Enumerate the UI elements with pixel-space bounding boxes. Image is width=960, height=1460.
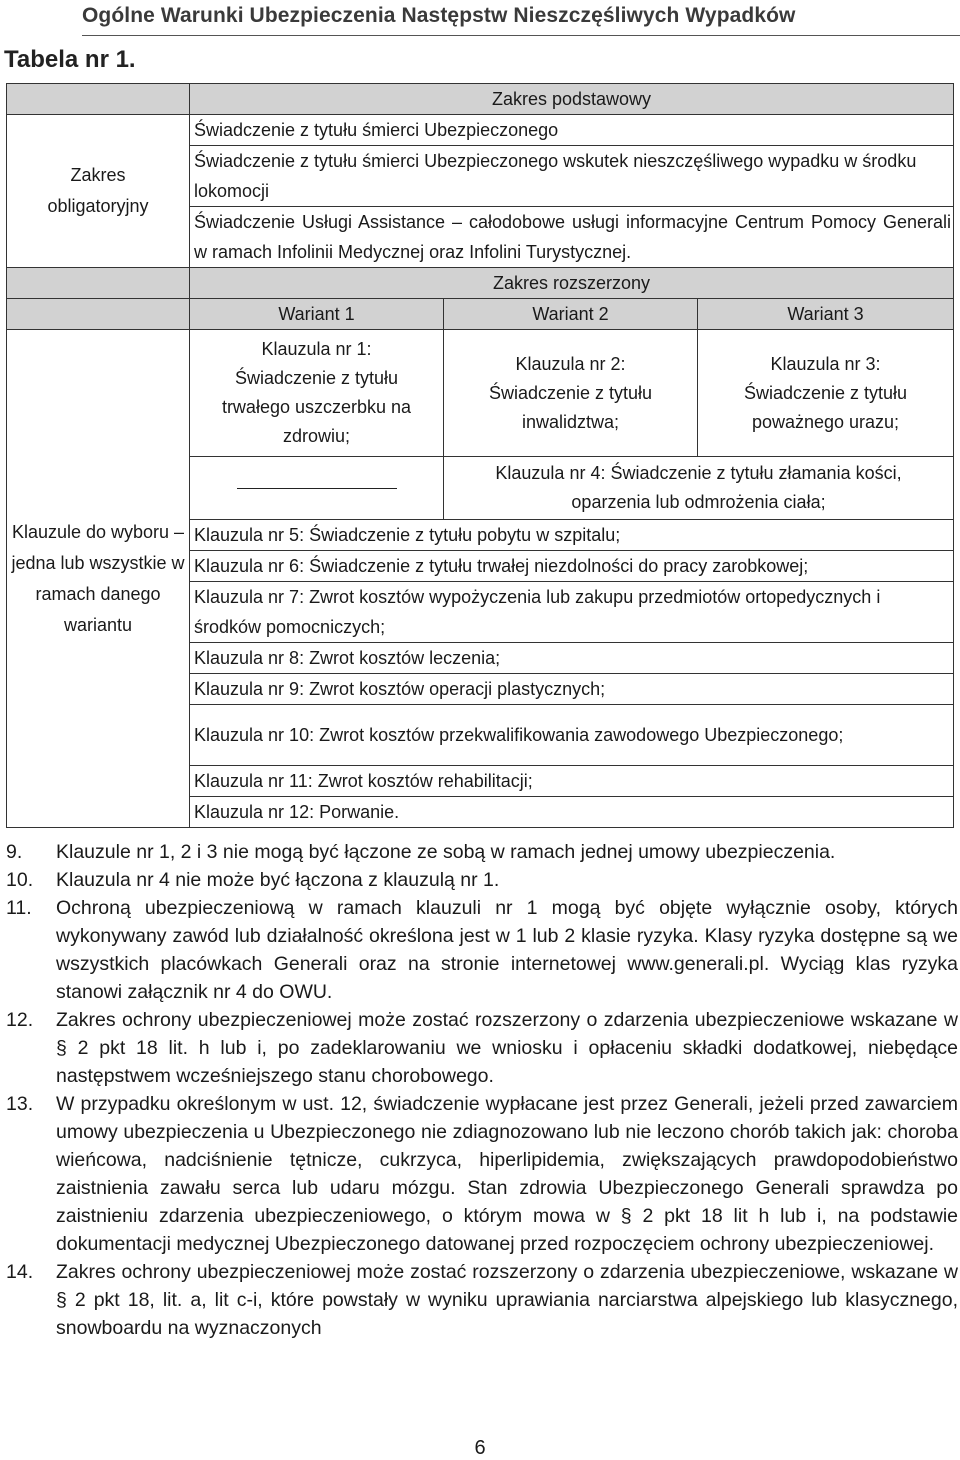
note-item: [6, 866, 958, 894]
clause-row: Klauzula nr 9: Zwrot kosztów operacji plastycznych;: [190, 674, 954, 705]
scope-filler-cell: [7, 299, 190, 330]
clause-4-row: Klauzula nr 4: Świadczenie z tytułu złamania kości, oparzenia lub odmrożenia ciała;: [444, 457, 954, 520]
obligatory-scope-label: Zakres obligatoryjny: [7, 115, 190, 268]
page-number: 6: [474, 1437, 486, 1459]
numbered-notes: [6, 838, 958, 1342]
note-item: [6, 1090, 958, 1258]
table-title: Tabela nr 1.: [4, 46, 136, 73]
note-item: [6, 838, 958, 866]
note-item: [6, 1258, 958, 1342]
clause-row: Klauzula nr 8: Zwrot kosztów leczenia;: [190, 643, 954, 674]
note-text: Zakres ochrony ubezpieczeniowej może zostać rozszerzony o zdarzenia ubezpieczeniowe wskazane w § 2 pkt 18 lit. h lub i, po zadeklarowaniu we wniosku i opłaceniu składki dodatkowej, niebędące następstwem wcześniejszego stanu chorobowego.: [56, 1009, 958, 1087]
note-number: 12.: [6, 1009, 34, 1031]
note-text: W przypadku określonym w ust. 12, świadczenie wypłacane jest przez Generali, jeżeli przed zawarciem umowy ubezpieczenia u Ubezpieczonego nie zdiagnozowano lub nie leczono chorób takich jak: choroba wieńcowa, nadciśnienie tętnicze, cukrzyca, hiperlipidemia, zwiększających prawdopodobieństwo zaistnienia zawału serca lub udaru mózgu. Stan zdrowia Ubezpieczonego Generali sprawdza po zaistnieniu zdarzenia ubezpieczeniowego, o którym mowa w § 2 pkt 18 lit h lub i, na podstawie dokumentacji medycznej Ubezpieczonego datowanej przed rozpoczęciem ochrony ubezpieczeniowej.: [56, 1093, 958, 1255]
variant-header: Wariant 1: [190, 299, 444, 330]
basic-coverage-row: Świadczenie z tytułu śmierci Ubezpieczonego: [190, 115, 954, 146]
note-text: Zakres ochrony ubezpieczeniowej może zostać rozszerzony o zdarzenia ubezpieczeniowe, wskazane w § 2 pkt 18, lit. a, lit c-i, które powstały w wyniku uprawiania narciarstwa alpejskiego lub klasycznego, snowboardu na wyznaczonych: [56, 1261, 958, 1339]
basic-coverage-row: Świadczenie Usługi Assistance – całodobowe usługi informacyjne Centrum Pomocy Generali w ramach Infolinii Medycznej oraz Infolini Turystycznej.: [190, 207, 954, 268]
coverage-table: [6, 83, 954, 828]
corner-cell: [7, 84, 190, 115]
header-divider: [82, 35, 960, 36]
note-number: 13.: [6, 1093, 34, 1115]
basic-scope-header: Zakres podstawowy: [190, 84, 954, 115]
variant-clause: Klauzula nr 1: Świadczenie z tytułu trwałego uszczerbku na zdrowiu;: [190, 330, 444, 457]
not-applicable-cell: [190, 457, 444, 520]
variant-clause: Klauzula nr 2: Świadczenie z tytułu inwalidztwa;: [444, 330, 698, 457]
variant-header: Wariant 3: [698, 299, 954, 330]
scope-filler-cell: [7, 268, 190, 299]
note-text: Ochroną ubezpieczeniową w ramach klauzuli nr 1 mogą być objęte wyłącznie osoby, których wykonywany zawód lub działalność określona jest w 1 lub 2 klasie ryzyka. Klasy ryzyka dostępne są we wszystkich placówkach Generali oraz na stronie internetowej www.generali.pl. Wyciąg klas ryzyka stanowi załącznik nr 4 do OWU.: [56, 897, 958, 1003]
note-text: Klauzule nr 1, 2 i 3 nie mogą być łączone ze sobą w ramach jednej umowy ubezpieczenia.: [56, 841, 836, 863]
clause-row: Klauzula nr 5: Świadczenie z tytułu pobytu w szpitalu;: [190, 520, 954, 551]
variant-header: Wariant 2: [444, 299, 698, 330]
note-number: 14.: [6, 1261, 34, 1283]
document-header: Ogólne Warunki Ubezpieczenia Następstw Nieszczęśliwych Wypadków: [82, 4, 796, 27]
note-number: 9.: [6, 841, 23, 863]
clause-row: Klauzula nr 7: Zwrot kosztów wypożyczenia lub zakupu przedmiotów ortopedycznych i środków pomocniczych;: [190, 582, 954, 643]
variant-clause: Klauzula nr 3: Świadczenie z tytułu poważnego urazu;: [698, 330, 954, 457]
note-item: [6, 894, 958, 1006]
clauses-choice-label: Klauzule do wyboru – jedna lub wszystkie w ramach danego wariantu: [7, 330, 190, 828]
empty-dash-line: [237, 488, 397, 489]
clause-row: Klauzula nr 11: Zwrot kosztów rehabilitacji;: [190, 766, 954, 797]
note-number: 11.: [6, 897, 32, 919]
clause-row: Klauzula nr 6: Świadczenie z tytułu trwałej niezdolności do pracy zarobkowej;: [190, 551, 954, 582]
basic-coverage-row: Świadczenie z tytułu śmierci Ubezpieczonego wskutek nieszczęśliwego wypadku w środku lokomocji: [190, 146, 954, 207]
note-number: 10.: [6, 869, 34, 891]
note-item: [6, 1006, 958, 1090]
extended-scope-header: Zakres rozszerzony: [190, 268, 954, 299]
clause-row: Klauzula nr 10: Zwrot kosztów przekwalifikowania zawodowego Ubezpieczonego;: [190, 705, 954, 766]
clause-row: Klauzula nr 12: Porwanie.: [190, 797, 954, 828]
note-text: Klauzula nr 4 nie może być łączona z klauzulą nr 1.: [56, 869, 500, 891]
